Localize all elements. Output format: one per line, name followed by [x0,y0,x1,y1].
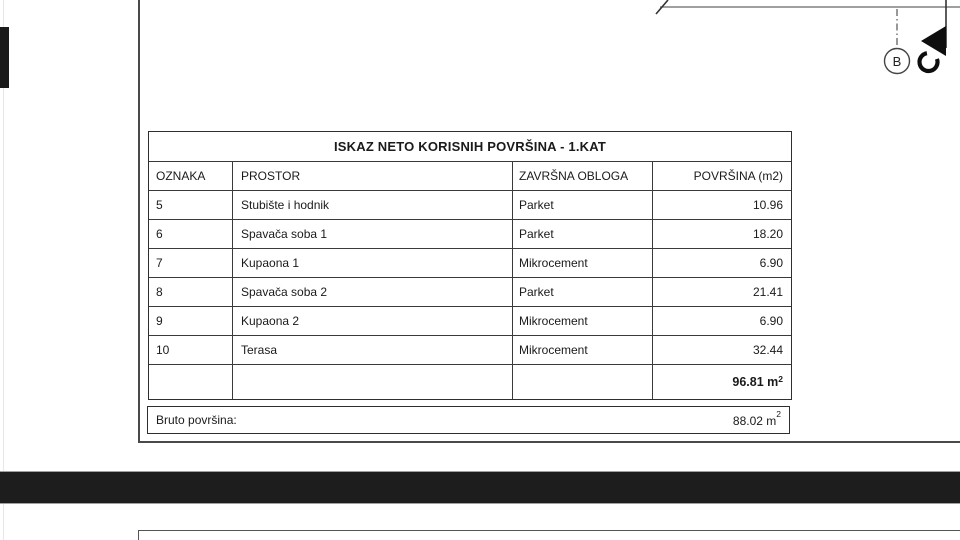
net-areas-table [148,131,792,400]
header-oznaka: OZNAKA [149,162,233,191]
cell-obloga: Parket [513,191,653,220]
rotation-arc-icon [920,53,938,71]
wall-section-fragment [0,27,9,88]
wall-section-band [0,471,960,504]
cell-obloga: Mikrocement [513,249,653,278]
header-prostor: PROSTOR [233,162,513,191]
cell-prostor: Terasa [233,336,513,365]
cell-povrsina: 32.44 [653,336,791,365]
sheet-frame-vertical-line [138,0,140,443]
cell-oznaka: 5 [149,191,233,220]
total-empty-cell [149,365,233,399]
gross-area-box [147,406,790,434]
cell-obloga: Parket [513,220,653,249]
sheet-frame-horizontal-line [138,441,960,443]
cell-obloga: Mikrocement [513,307,653,336]
gross-area-value-wrap [732,408,781,428]
bottom-sheet-box [138,530,960,540]
gross-area-label: Bruto površina: [156,413,237,427]
total-empty-cell [233,365,513,399]
cell-prostor: Stubište i hodnik [233,191,513,220]
cell-oznaka: 7 [149,249,233,278]
cell-obloga: Parket [513,278,653,307]
header-povrsina: POVRŠINA (m2) [653,162,791,191]
header-obloga: ZAVRŠNA OBLOGA [513,162,653,191]
cell-oznaka: 9 [149,307,233,336]
cell-oznaka: 10 [149,336,233,365]
table-title: ISKAZ NETO KORISNIH POVRŠINA - 1.KAT [149,132,791,162]
cell-povrsina: 10.96 [653,191,791,220]
cell-povrsina: 6.90 [653,249,791,278]
total-empty-cell [513,365,653,399]
total-area-superscript: 2 [778,373,783,384]
section-marker-letter: B [892,54,902,69]
cell-oznaka: 8 [149,278,233,307]
cell-prostor: Spavača soba 2 [233,278,513,307]
cell-prostor: Spavača soba 1 [233,220,513,249]
cell-povrsina: 21.41 [653,278,791,307]
cell-oznaka: 6 [149,220,233,249]
total-area-cell [653,365,791,399]
section-arrow-triangle-icon [921,26,946,56]
cell-prostor: Kupaona 1 [233,249,513,278]
total-area-value: 96.81 m [732,375,779,389]
cell-obloga: Mikrocement [513,336,653,365]
cell-povrsina: 6.90 [653,307,791,336]
gross-area-superscript: 2 [776,408,781,419]
gross-area-value: 88.02 m [732,413,777,428]
cell-prostor: Kupaona 2 [233,307,513,336]
plan-detail-topright [620,0,960,90]
cell-povrsina: 18.20 [653,220,791,249]
